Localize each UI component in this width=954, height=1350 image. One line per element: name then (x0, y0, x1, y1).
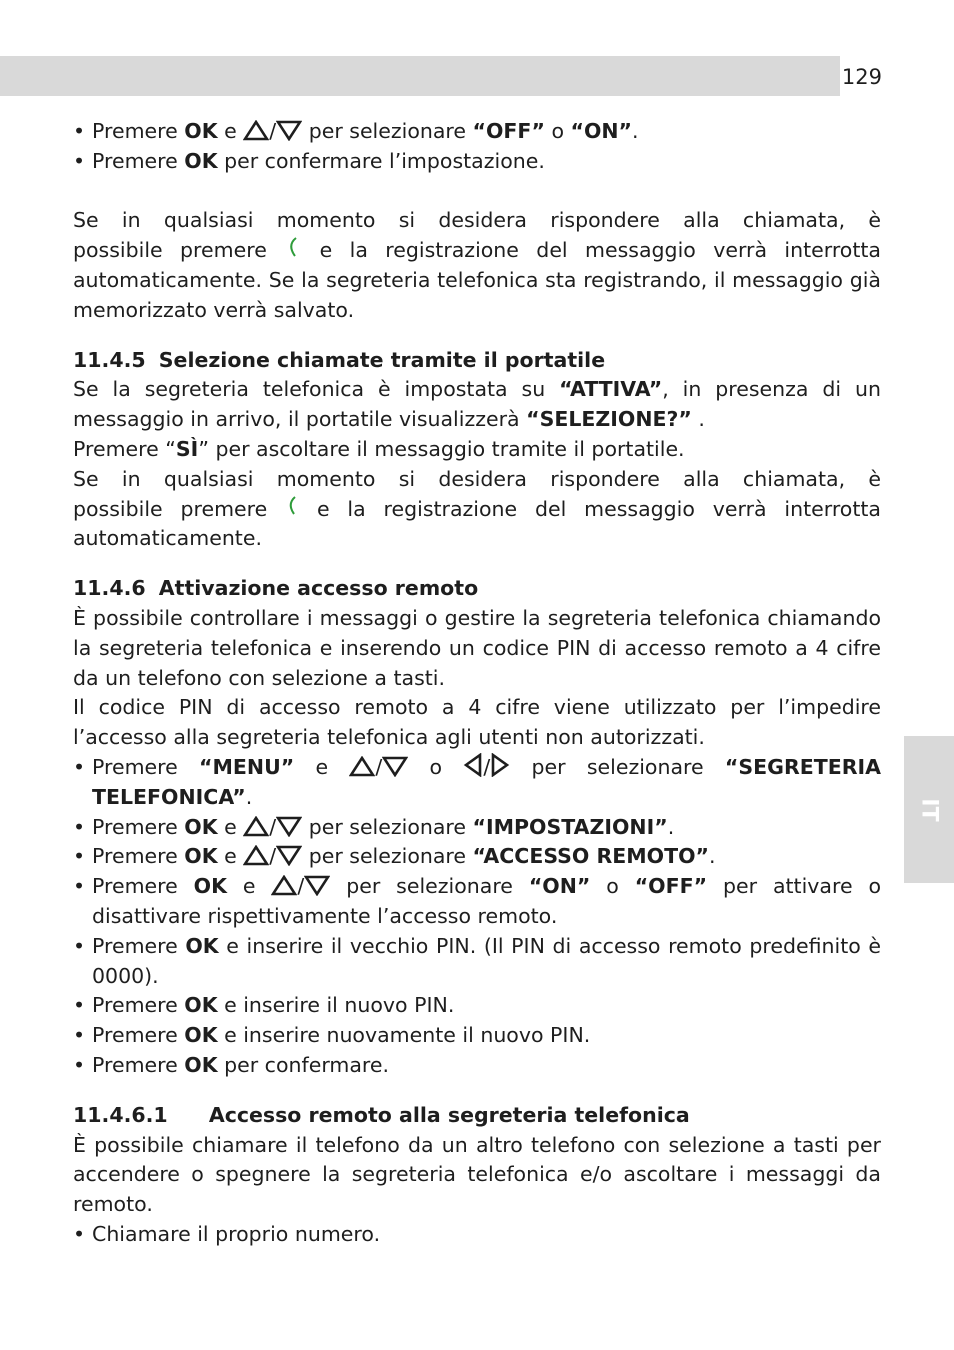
paragraph-line: possibile premere e la registrazione del messaggio verrà interrotta (73, 238, 881, 263)
section-heading: 11.4.5 Selezione chiamate tramite il portatile (73, 347, 606, 372)
paragraph: È possibile chiamare il telefono da un altro telefono con selezione a tasti per accendere o spegnere la segreteria telefonica e/o ascoltare i messaggi da remoto. (73, 1132, 881, 1217)
list-item: • Premere OK e inserire il nuovo PIN. (73, 993, 455, 1018)
list-item: • Premere OK e / per selezionare “IMPOSTAZIONI”. (73, 814, 675, 839)
list-item: • Premere “MENU” e / o / per selezionare “SEGRETERIA TELEFONICA”. (73, 754, 881, 809)
triangle-up-icon (349, 756, 375, 777)
triangle-up-icon (271, 875, 297, 896)
list-item: • Chiamare il proprio numero. (73, 1221, 381, 1246)
triangle-down-icon (276, 816, 302, 837)
list-item: • Premere OK e / per selezionare “ON” o “OFF” per attivare o disattivare rispettivamente l’accesso remoto. (73, 874, 882, 928)
call-key-icon (284, 236, 302, 260)
triangle-up-icon (243, 120, 269, 141)
page-content (73, 117, 881, 1250)
paragraph: Se in qualsiasi momento si desidera rispondere alla chiamata, è (73, 466, 881, 491)
paragraph-line: possibile premere e la registrazione del messaggio verrà interrotta (73, 496, 881, 521)
paragraph: Se la segreteria telefonica è impostata su “ATTIVA”, in presenza di un messaggio in arrivo, il portatile visualizzerà “SELEZIONE?” . (73, 377, 881, 432)
triangle-down-icon (382, 756, 408, 777)
paragraph: Il codice PIN di accesso remoto a 4 cifre viene utilizzato per l’impedire l’accesso alla segreteria telefonica agli utenti non autorizzati. (73, 695, 881, 750)
list-item: • Premere OK per confermare. (73, 1052, 390, 1077)
subsection-heading: 11.4.6.1 Accesso remoto alla segreteria telefonica (73, 1102, 690, 1127)
section-heading: 11.4.6 Attivazione accesso remoto (73, 576, 479, 601)
triangle-up-icon (243, 845, 269, 866)
list-item: • Premere OK e inserire il vecchio PIN. (Il PIN di accesso remoto predefinito è 0000). (73, 933, 881, 988)
triangle-up-icon (243, 816, 269, 837)
paragraph: automaticamente. (73, 526, 262, 551)
triangle-down-icon (276, 845, 302, 866)
paragraph: Se in qualsiasi momento si desidera rispondere alla chiamata, è (73, 208, 881, 233)
paragraph: Premere “SÌ” per ascoltare il messaggio tramite il portatile. (73, 436, 685, 461)
language-tab-label: IT (916, 797, 942, 822)
header-bar (0, 56, 840, 96)
paragraph: automaticamente. Se la segreteria telefonica sta registrando, il messaggio già memorizzato verrà salvato. (73, 267, 881, 322)
triangle-down-icon (304, 875, 330, 896)
list-item: • Premere OK per confermare l’impostazione. (73, 148, 545, 173)
paragraph: È possibile controllare i messaggi o gestire la segreteria telefonica chiamando la segreteria telefonica e inserendo un codice PIN di accesso remoto a 4 cifre da un telefono con selezione a tasti. (73, 605, 881, 690)
list-item: • Premere OK e / per selezionare “ACCESSO REMOTO”. (73, 844, 716, 869)
page-number: 129 (841, 65, 882, 89)
triangle-down-icon (276, 120, 302, 141)
call-key-icon (285, 495, 299, 519)
triangle-left-icon (463, 753, 483, 777)
list-item: • Premere OK e / per selezionare “OFF” o “ON”. (73, 119, 639, 143)
triangle-right-icon (490, 753, 510, 777)
language-tab (904, 736, 954, 883)
list-item: • Premere OK e inserire nuovamente il nuovo PIN. (73, 1023, 591, 1048)
